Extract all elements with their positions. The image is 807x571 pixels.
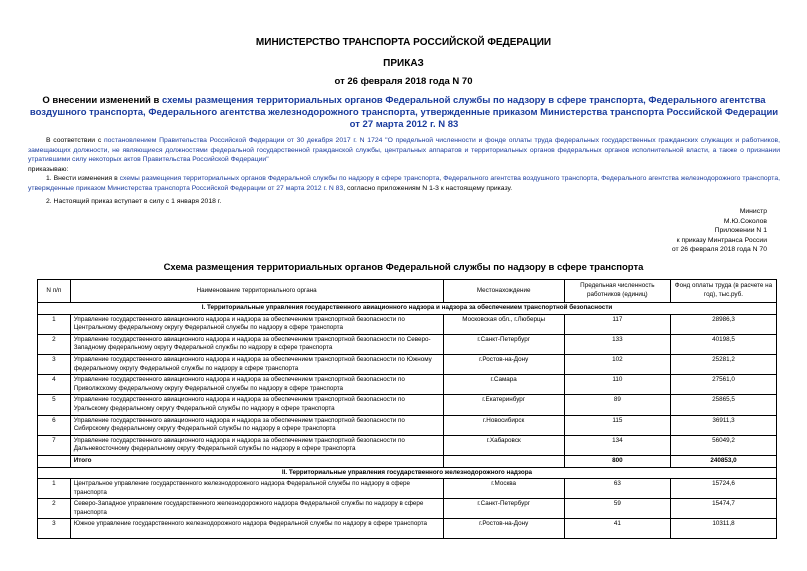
cell-name: Северо-Западное управление государственного железнодорожного надзора Федеральной службы по надзору в сфере транспорта [70, 499, 443, 519]
cell-location [443, 455, 564, 467]
cell-name: Центральное управление государственного железнодорожного надзора Федеральной службы по надзору в сфере транспорта [70, 479, 443, 499]
schema-table [37, 279, 777, 539]
cell-location: г.Санкт-Петербург [443, 499, 564, 519]
cell-fund: 36911,3 [670, 415, 776, 435]
cell-staff: 134 [564, 435, 670, 455]
cell-name: Южное управление государственного железнодорожного надзора Федеральной службы по надзору в сфере транспорта [70, 519, 443, 539]
cell-fund: 28986,3 [670, 314, 776, 334]
cell-location: Московская обл., г.Люберцы [443, 314, 564, 334]
signature-title: Министр [739, 208, 767, 215]
paragraph-basis [28, 136, 780, 165]
cell-name: Управление государственного авиационного надзора и надзора за обеспечением транспортной безопасности по Южному федеральному округу Федеральной службы по надзору в сфере транспорта [70, 354, 443, 374]
table-row [38, 415, 777, 435]
table-row [38, 519, 777, 539]
signature-block [672, 207, 767, 255]
cell-staff: 133 [564, 334, 670, 354]
section-row [38, 303, 777, 315]
signature-name: М.Ю.Соколов [723, 217, 767, 225]
item1-link[interactable]: схемы размещения территориальных органов Федеральной службы по надзору в сфере транспорта, Федерального агентства воздушного транспорта, Федерального агентства железнодорожного транспорта, утвержденные приказом Министерства транспорта Российской Федерации от 27 марта 2012 г. N 83 [28, 175, 780, 192]
col-header: N п/п [38, 280, 71, 303]
cell-location: г.Москва [443, 479, 564, 499]
cell-n: 2 [38, 334, 71, 354]
cell-fund: 25865,5 [670, 395, 776, 415]
schema-title: Схема размещения территориальных органов Федеральной службы по надзору в сфере транспорта [163, 262, 644, 273]
cell-n: 1 [38, 314, 71, 334]
cell-location: г.Санкт-Петербург [443, 334, 564, 354]
item1-text-b: , согласно приложениям N 1-3 к настоящему приказу. [343, 184, 513, 192]
cell-name: Управление государственного авиационного надзора и надзора за обеспечением транспортной безопасности по Северо-Западному федеральному округу Федеральной службы по надзору в сфере транспорта [70, 334, 443, 354]
appendix-date: от 26 февраля 2018 года N 70 [671, 246, 767, 254]
total-staff: 800 [564, 455, 670, 467]
title-text: О внесении изменений в [42, 95, 162, 106]
table-row [38, 334, 777, 354]
col-header: Предельная численность работников (единиц) [564, 280, 670, 303]
cell-fund: 10311,8 [670, 519, 776, 539]
cell-n: 2 [38, 499, 71, 519]
col-header: Местонахождение [443, 280, 564, 303]
cell-name: Управление государственного авиационного надзора и надзора за обеспечением транспортной безопасности по Центральному федеральному округу Федеральной службы по надзору в сфере транспорта [70, 314, 443, 334]
cell-fund: 25281,2 [670, 354, 776, 374]
basis-text: В соответствии с [46, 137, 104, 144]
cell-staff: 117 [564, 314, 670, 334]
cell-fund: 27561,0 [670, 375, 776, 395]
cell-location: г.Ростов-на-Дону [443, 354, 564, 374]
cell-n: 5 [38, 395, 71, 415]
cell-name: Управление государственного авиационного надзора и надзора за обеспечением транспортной безопасности по Сибирскому федеральному округу Федеральной службы по надзору в сфере транспорта [70, 415, 443, 435]
cell-n: 6 [38, 415, 71, 435]
paragraph-item-2: 2. Настоящий приказ вступает в силу с 1 января 2018 г. [46, 198, 222, 205]
basis-link[interactable]: постановлением Правительства Российской Федерации от 30 декабря 2017 г. N 1724 "О предельной численности и фонде оплаты труда федеральных государственных гражданских служащих и работников, замещающих должности, не являющиеся должностями федеральной государственной гражданской службы, центральных аппаратов и территориальных органов федеральных органов исполнительной власти, а также о признании утратившими силу некоторых актов Правительства Российской Федерации" [28, 137, 780, 164]
cell-location: г.Екатеринбург [443, 395, 564, 415]
cell-location: г.Самара [443, 375, 564, 395]
cell-fund: 15724,6 [670, 479, 776, 499]
document-title [28, 95, 780, 131]
cell-location: г.Ростов-на-Дону [443, 519, 564, 539]
paragraph-item-1 [28, 174, 780, 193]
table-row [38, 479, 777, 499]
cell-fund: 56049,2 [670, 435, 776, 455]
cell-staff: 59 [564, 499, 670, 519]
section-title: II. Территориальные управления государственного железнодорожного надзора [38, 467, 777, 479]
cell-name: Управление государственного авиационного надзора и надзора за обеспечением транспортной безопасности по Уральскому федеральному округу Федеральной службы по надзору в сфере транспорта [70, 395, 443, 415]
col-header: Фонд оплаты труда (в расчете на год), тыс.руб. [670, 280, 776, 303]
title-link[interactable]: схемы размещения территориальных органов Федеральной службы по надзору в сфере транспорта, Федерального агентства воздушного транспорта, Федерального агентства железнодорожного транспорта, утвержденные приказом Министерства транспорта Российской Федерации от 27 марта 2012 г. N 83 [29, 95, 779, 130]
cell-name: Управление государственного авиационного надзора и надзора за обеспечением транспортной безопасности по Приволжскому федеральному округу Федеральной службы по надзору в сфере транспорта [70, 375, 443, 395]
cell-fund: 40198,5 [670, 334, 776, 354]
ministry-heading: МИНИСТЕРСТВО ТРАНСПОРТА РОССИЙСКОЙ ФЕДЕРАЦИИ [255, 37, 552, 48]
cell-location: г.Новосибирск [443, 415, 564, 435]
table-row [38, 354, 777, 374]
cell-n: 3 [38, 354, 71, 374]
cell-location: г.Хабаровск [443, 435, 564, 455]
col-header: Наименование территориального органа [70, 280, 443, 303]
cell-n: 7 [38, 435, 71, 455]
table-header-row [38, 280, 777, 303]
cell-staff: 115 [564, 415, 670, 435]
cell-staff: 41 [564, 519, 670, 539]
doc-type-heading: ПРИКАЗ [383, 58, 424, 69]
total-label: Итого [70, 455, 443, 467]
cell-staff: 102 [564, 354, 670, 374]
table-row [38, 314, 777, 334]
cell-n: 1 [38, 479, 71, 499]
cell-staff: 89 [564, 395, 670, 415]
cell-n: 4 [38, 375, 71, 395]
table-row [38, 499, 777, 519]
cell-staff: 110 [564, 375, 670, 395]
total-fund: 240853,0 [670, 455, 776, 467]
table-row [38, 375, 777, 395]
appendix-label: Приложении N 1 [714, 227, 767, 235]
item1-text-a: 1. Внести изменения в [46, 175, 120, 182]
doc-date-heading: от 26 февраля 2018 года N 70 [334, 76, 473, 87]
appendix-ref: к приказу Минтранса России [676, 236, 767, 244]
total-row [38, 455, 777, 467]
cell-fund: 15474,7 [670, 499, 776, 519]
cell-staff: 63 [564, 479, 670, 499]
table-row [38, 395, 777, 415]
cell-n: 3 [38, 519, 71, 539]
cell-name: Управление государственного авиационного надзора и надзора за обеспечением транспортной безопасности по Дальневосточному федеральному округу Федеральной службы по надзору в сфере транспорта [70, 435, 443, 455]
paragraph-order: приказываю: [28, 166, 69, 173]
section-title: I. Территориальные управления государственного авиационного надзора и надзора за обеспечением транспортной безопасности [38, 303, 777, 315]
cell-n [38, 455, 71, 467]
section-row [38, 467, 777, 479]
table-row [38, 435, 777, 455]
